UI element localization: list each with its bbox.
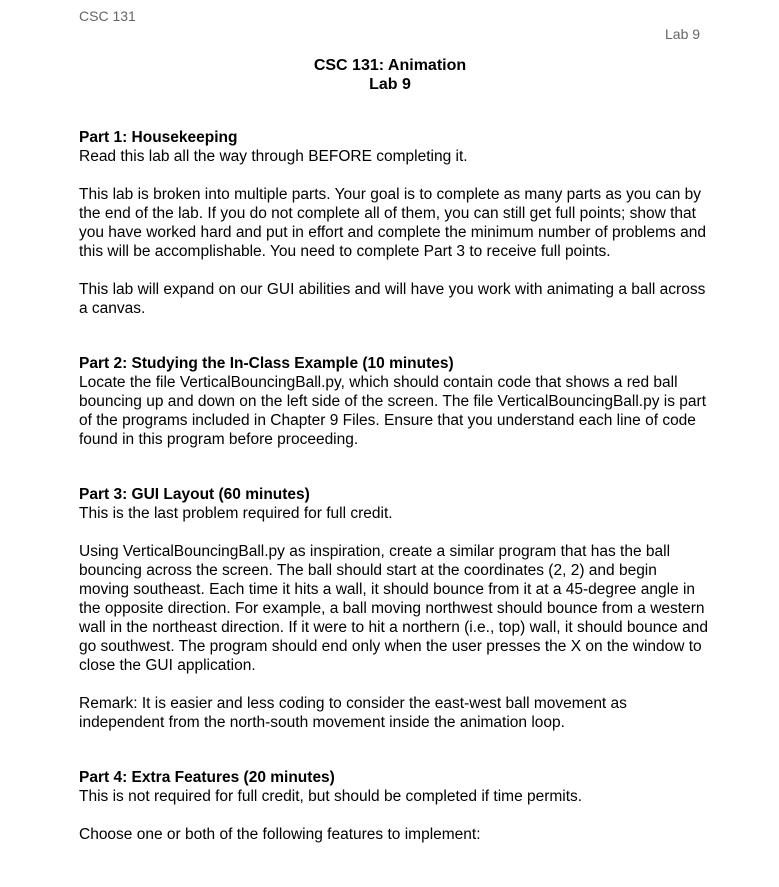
part4-paragraph-1: This is not required for full credit, but should be completed if time permits.: [79, 788, 583, 805]
header-course: CSC 131: [79, 8, 136, 24]
title-line-2: Lab 9: [369, 76, 411, 93]
part4-paragraph-2: Choose one or both of the following features to implement:: [79, 826, 481, 843]
header-lab: Lab 9: [665, 26, 701, 42]
part3-heading: Part 3: GUI Layout (60 minutes): [79, 486, 310, 503]
document-body: [79, 128, 709, 844]
part3-paragraph-2: Using VerticalBouncingBall.py as inspiration, create a similar program that has the ball bouncing across the screen. The ball should start at the coordinates (2, 2) and begin moving southeast. Each time it hits a wall, it should bounce from it at a 45-degree angle in the opposite direction. For example, a ball moving northwest should bounce from a western wall in the northeast direction. If it were to hit a northern (i.e., top) wall, it should bounce and go southwest. The program should end only when the user presses the X on the window to close the GUI application.: [79, 543, 708, 674]
part1-paragraph-3: This lab will expand on our GUI abilities and will have you work with animating a ball across a canvas.: [79, 281, 706, 317]
part1-heading: Part 1: Housekeeping: [79, 129, 238, 146]
part3-section: [79, 485, 709, 732]
part2-heading: Part 2: Studying the In-Class Example (10 minutes): [79, 355, 454, 372]
part2-section: [79, 354, 709, 449]
title-line-1: CSC 131: Animation: [313, 57, 467, 74]
part4-heading: Part 4: Extra Features (20 minutes): [79, 769, 335, 786]
part3-paragraph-1: This is the last problem required for full credit.: [79, 505, 393, 522]
part1-section: [79, 128, 709, 318]
part2-paragraph-1: Locate the file VerticalBouncingBall.py, which should contain code that shows a red ball bouncing up and down on the left side of the screen. The file VerticalBouncingBall.py is part of the programs included in Chapter 9 Files. Ensure that you understand each line of code found in this program before proceeding.: [79, 374, 707, 448]
part3-paragraph-3: Remark: It is easier and less coding to consider the east-west ball movement as independent from the north-south movement inside the animation loop.: [79, 695, 627, 731]
part4-section: [79, 768, 709, 844]
part1-paragraph-2: This lab is broken into multiple parts. Your goal is to complete as many parts as you can by the end of the lab. If you do not complete all of them, you can still get full points; show that you have worked hard and put in effort and complete the minimum number of problems and this will be accomplishable. You need to complete Part 3 to receive full points.: [79, 186, 706, 260]
document-title: [0, 56, 779, 94]
part1-paragraph-1: Read this lab all the way through BEFORE completing it.: [79, 148, 468, 165]
